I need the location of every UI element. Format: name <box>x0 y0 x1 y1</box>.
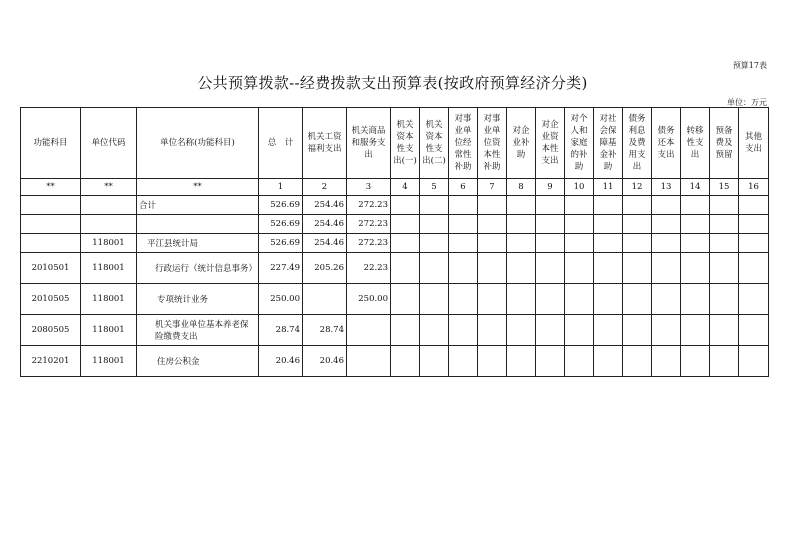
col-header: 总 计 <box>259 108 303 179</box>
index-cell: 6 <box>449 179 478 196</box>
wage-cell: 254.46 <box>303 215 347 234</box>
index-cell: 4 <box>391 179 420 196</box>
col-header: 功能科目 <box>21 108 81 179</box>
table-row <box>21 284 769 315</box>
total-cell: 526.69 <box>259 215 303 234</box>
header-row <box>21 108 769 179</box>
goods-services-cell: 22.23 <box>347 253 391 284</box>
col-header: 对社会保障基金补助 <box>594 108 623 179</box>
table-row <box>21 315 769 346</box>
total-cell: 526.69 <box>259 234 303 253</box>
goods-services-cell: 272.23 <box>347 196 391 215</box>
table-row <box>21 215 769 234</box>
col-header: 机关资本性支出(二) <box>420 108 449 179</box>
col-header: 对企业资本性支出 <box>536 108 565 179</box>
goods-services-cell: 272.23 <box>347 215 391 234</box>
index-cell: ** <box>21 179 81 196</box>
unit-name-cell: 平江县统计局 <box>137 234 259 253</box>
goods-services-cell: 272.23 <box>347 234 391 253</box>
goods-services-cell: 250.00 <box>347 284 391 315</box>
form-number: 预算17表 <box>732 61 767 70</box>
index-cell: ** <box>137 179 259 196</box>
unit-name-cell: 机关事业单位基本养老保险缴费支出 <box>137 315 259 346</box>
func-code-cell <box>21 196 81 215</box>
wage-cell: 28.74 <box>303 315 347 346</box>
func-code-cell: 2210201 <box>21 346 81 377</box>
table-row <box>21 234 769 253</box>
unit-code-cell: 118001 <box>81 346 137 377</box>
goods-services-cell <box>347 315 391 346</box>
col-header: 债务利息及费用支出 <box>623 108 652 179</box>
func-code-cell: 2080505 <box>21 315 81 346</box>
unit-name-cell: 专项统计业务 <box>137 284 259 315</box>
total-cell: 20.46 <box>259 346 303 377</box>
wage-cell: 254.46 <box>303 234 347 253</box>
index-cell: 5 <box>420 179 449 196</box>
table-row <box>21 196 769 215</box>
table-row <box>21 253 769 284</box>
index-cell: 14 <box>681 179 710 196</box>
budget-table <box>20 107 769 377</box>
col-header: 对个人和家庭的补助 <box>565 108 594 179</box>
index-cell: 2 <box>303 179 347 196</box>
index-cell: 15 <box>710 179 739 196</box>
index-cell: 10 <box>565 179 594 196</box>
wage-cell: 205.26 <box>303 253 347 284</box>
unit-name-cell: 合计 <box>137 196 259 215</box>
col-header: 其他支出 <box>739 108 769 179</box>
table-row <box>21 346 769 377</box>
total-cell: 250.00 <box>259 284 303 315</box>
total-cell: 227.49 <box>259 253 303 284</box>
unit-name-cell: 行政运行（统计信息事务） <box>137 253 259 284</box>
index-cell: 3 <box>347 179 391 196</box>
index-cell: 12 <box>623 179 652 196</box>
goods-services-cell <box>347 346 391 377</box>
func-code-cell: 2010501 <box>21 253 81 284</box>
index-row <box>21 179 769 196</box>
col-header: 对事业单位资本性补助 <box>478 108 507 179</box>
index-cell: 7 <box>478 179 507 196</box>
unit-name-cell: 住房公积金 <box>137 346 259 377</box>
page-title: 公共预算拨款--经费拨款支出预算表(按政府预算经济分类) <box>197 74 588 92</box>
wage-cell: 20.46 <box>303 346 347 377</box>
func-code-cell: 2010505 <box>21 284 81 315</box>
col-header: 预备费及预留 <box>710 108 739 179</box>
unit-code-cell: 118001 <box>81 234 137 253</box>
col-header: 债务还本支出 <box>652 108 681 179</box>
col-header: 机关资本性支出(一) <box>391 108 420 179</box>
total-cell: 526.69 <box>259 196 303 215</box>
col-header: 机关工资福利支出 <box>303 108 347 179</box>
col-header: 对事业单位经常性补助 <box>449 108 478 179</box>
unit-code-cell: 118001 <box>81 315 137 346</box>
wage-cell: 254.46 <box>303 196 347 215</box>
index-cell: 8 <box>507 179 536 196</box>
unit-label: 单位：万元 <box>727 98 767 107</box>
index-cell: 9 <box>536 179 565 196</box>
unit-code-cell <box>81 196 137 215</box>
index-cell: 16 <box>739 179 769 196</box>
index-cell: 1 <box>259 179 303 196</box>
index-cell: 13 <box>652 179 681 196</box>
unit-code-cell: 118001 <box>81 284 137 315</box>
index-cell: ** <box>81 179 137 196</box>
col-header: 对企业补助 <box>507 108 536 179</box>
col-header: 单位代码 <box>81 108 137 179</box>
col-header: 机关商品和服务支出 <box>347 108 391 179</box>
col-header: 转移性支出 <box>681 108 710 179</box>
col-header: 单位名称(功能科目) <box>137 108 259 179</box>
func-code-cell <box>21 215 81 234</box>
unit-name-cell <box>137 215 259 234</box>
func-code-cell <box>21 234 81 253</box>
unit-code-cell <box>81 215 137 234</box>
index-cell: 11 <box>594 179 623 196</box>
total-cell: 28.74 <box>259 315 303 346</box>
unit-code-cell: 118001 <box>81 253 137 284</box>
wage-cell <box>303 284 347 315</box>
